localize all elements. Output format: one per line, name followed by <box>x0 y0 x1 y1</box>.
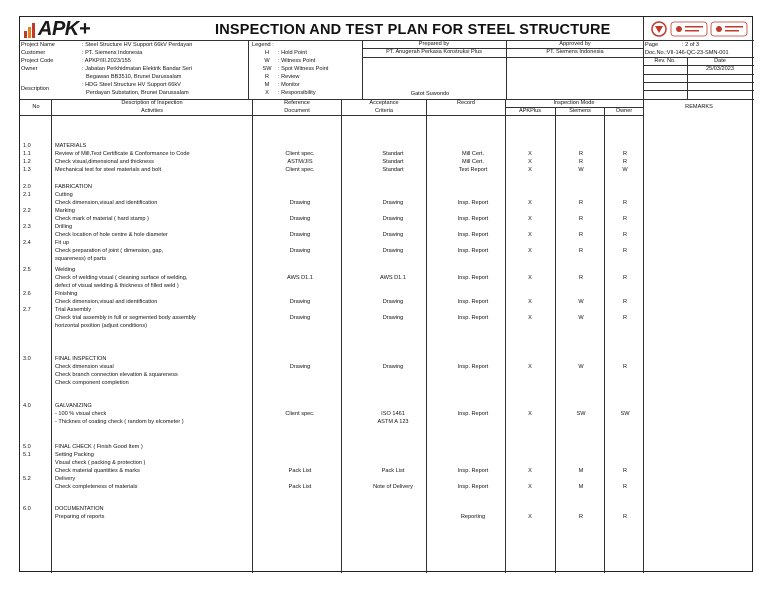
cell-rec: Insp. Report <box>457 232 489 238</box>
legend-desc: : Witness Point <box>278 58 316 64</box>
cell-acc: Standart <box>382 151 404 157</box>
cell-rec: Reporting <box>460 514 486 520</box>
table-row <box>20 143 754 150</box>
cell-m2: W <box>578 299 584 305</box>
cell-acc: Drawing <box>382 200 404 206</box>
cell-ref: Client spec. <box>285 167 315 173</box>
project-code-value: : APKP/III.2023/155 <box>82 58 131 64</box>
cell-m2: M <box>578 484 584 490</box>
table-row <box>20 248 754 255</box>
cell-act: Preparing of reports <box>55 514 105 520</box>
cell-act: Check dimension,visual and identification <box>55 200 158 206</box>
cell-act: - 100 % visual check <box>55 411 107 417</box>
cell-no: 6.0 <box>23 506 31 512</box>
cell-m1: X <box>528 275 532 281</box>
cell-no: 2.7 <box>23 307 31 313</box>
cell-act: horizontal position (adjust conditions) <box>55 323 148 329</box>
cell-m2: SW <box>576 411 586 417</box>
cell-acc: Standart <box>382 159 404 165</box>
table-row <box>20 167 754 174</box>
cell-act: Check trial assembly in full or segmented body assembly <box>55 315 196 321</box>
cell-m2: M <box>578 468 584 474</box>
cell-acc: ASTM A 123 <box>377 419 409 425</box>
cell-act: Setting Packing <box>55 452 94 458</box>
cell-rec: Insp. Report <box>457 248 489 254</box>
table-row <box>20 307 754 314</box>
table-row <box>20 208 754 215</box>
cell-ref: Pack List <box>288 484 312 490</box>
cell-act: FINAL CHECK ( Finish Good Item ) <box>55 444 143 450</box>
cell-m3: R <box>622 159 628 165</box>
cell-m1: X <box>528 315 532 321</box>
table-row <box>20 224 754 231</box>
cell-m2: W <box>578 364 584 370</box>
cell-m3: R <box>622 232 628 238</box>
table-row <box>20 372 754 379</box>
legend-code: SW <box>262 66 272 72</box>
col-header-owner: Owner <box>615 108 633 114</box>
cell-m2: R <box>578 159 584 165</box>
cell-act: Check component completion <box>55 380 129 386</box>
cell-act: GALVANIZING <box>55 403 92 409</box>
approved-by-label: Approved by <box>559 41 591 47</box>
cell-ref: Drawing <box>289 315 311 321</box>
legend-code: X <box>265 90 269 96</box>
col-header-no: No <box>32 104 40 110</box>
cell-act: Delivery <box>55 476 76 482</box>
cell-no: 2.6 <box>23 291 31 297</box>
table-row <box>20 419 754 426</box>
cell-act: FINAL INSPECTION <box>55 356 107 362</box>
legend-code: R <box>264 74 270 80</box>
table-row <box>20 291 754 298</box>
cell-act: Fit up <box>55 240 69 246</box>
table-row <box>20 240 754 247</box>
cell-no: 2.0 <box>23 184 31 190</box>
col-header-ref: Reference <box>284 100 310 106</box>
cell-m3: R <box>622 248 628 254</box>
cell-rec: Insp. Report <box>457 364 489 370</box>
table-row <box>20 159 754 166</box>
cell-m1: X <box>528 151 532 157</box>
cell-act: Review of Mill,Test Certificate & Conformance to Code <box>55 151 190 157</box>
cell-rec: Insp. Report <box>457 315 489 321</box>
cell-m3: R <box>622 151 628 157</box>
cell-m1: X <box>528 232 532 238</box>
table-row <box>20 192 754 199</box>
description-label: Description <box>21 86 49 92</box>
cell-act: FABRICATION <box>55 184 92 190</box>
page-label: Page <box>645 42 659 48</box>
cell-no: 2.5 <box>23 267 31 273</box>
cell-acc: Drawing <box>382 216 404 222</box>
apk-logo <box>24 19 92 39</box>
table-row <box>20 256 754 263</box>
col-header-inspection-mode: Inspection Mode <box>553 100 595 106</box>
legend-code: W <box>264 58 270 64</box>
certification-seal-icon <box>647 20 751 38</box>
cell-act: DOCUMENTATION <box>55 506 104 512</box>
customer-value: : PT. Siemens Indonesia <box>82 50 143 56</box>
table-row <box>20 380 754 387</box>
description-value: : HDG Steel Structure HV Support 66kV <box>82 82 181 88</box>
table-row <box>20 151 754 158</box>
cell-m3: R <box>622 468 628 474</box>
cell-act: Mechanical test for steel materials and bolt <box>55 167 162 173</box>
table-row <box>20 323 754 330</box>
cell-act: Check dimension,visual and identification <box>55 299 158 305</box>
approved-by-company: PT. Siemens Indonesia <box>546 49 604 55</box>
cell-m3: W <box>622 167 628 173</box>
cell-m1: X <box>528 364 532 370</box>
cell-m2: W <box>578 315 584 321</box>
cell-m3: SW <box>620 411 630 417</box>
table-row <box>20 411 754 418</box>
cell-m1: X <box>528 299 532 305</box>
table-row <box>20 184 754 191</box>
customer-label: Customer <box>21 50 46 56</box>
cell-act: Trial Assembly <box>55 307 92 313</box>
cell-act: squareness) of parts <box>55 256 106 262</box>
rev-no-label: Rev. No. <box>654 58 676 64</box>
cell-no: 5.1 <box>23 452 31 458</box>
cell-rec: Insp. Report <box>457 216 489 222</box>
col-header-desc-2: Activities <box>140 108 164 114</box>
cell-ref: Client spec. <box>285 151 315 157</box>
project-code-label: Project Code <box>21 58 54 64</box>
cell-acc: Standart <box>382 167 404 173</box>
cell-acc: Drawing <box>382 315 404 321</box>
cell-m1: X <box>528 484 532 490</box>
table-row <box>20 267 754 274</box>
cell-acc: Pack List <box>381 468 405 474</box>
description-value-line2: Perdayan Substation, Brunei Darussalam <box>86 90 189 96</box>
cell-ref: Pack List <box>288 468 312 474</box>
cell-m2: R <box>578 248 584 254</box>
cell-ref: Drawing <box>289 299 311 305</box>
cell-ref: Drawing <box>289 248 311 254</box>
legend-desc: : Hold Point <box>278 50 307 56</box>
cell-rec: Insp. Report <box>457 411 489 417</box>
col-header-acceptance-2: Criteria <box>374 108 394 114</box>
cell-acc: Drawing <box>382 232 404 238</box>
cell-act: Check mark of material ( hard stamp ) <box>55 216 149 222</box>
cell-act: Check branch connection elevation & squareness <box>55 372 178 378</box>
cell-act: Welding <box>55 267 76 273</box>
cell-m3: R <box>622 484 628 490</box>
table-row <box>20 468 754 475</box>
table-row <box>20 200 754 207</box>
legend-code: M <box>264 82 270 88</box>
cell-no: 2.1 <box>23 192 31 198</box>
cell-m1: X <box>528 200 532 206</box>
cell-act: MATERIALS <box>55 143 87 149</box>
cell-ref: Drawing <box>289 364 311 370</box>
cell-m1: X <box>528 167 532 173</box>
table-row <box>20 283 754 290</box>
doc-number: Doc.No.:VII-146-QC-23-SMN-001 <box>645 50 729 56</box>
table-row <box>20 460 754 467</box>
cell-rec: Insp. Report <box>457 200 489 206</box>
cell-acc: Drawing <box>382 299 404 305</box>
table-row <box>20 484 754 491</box>
legend-desc: : Responsibility <box>278 90 316 96</box>
legend-desc: : Spot Witness Point <box>278 66 329 72</box>
cell-m2: W <box>578 167 584 173</box>
table-row <box>20 232 754 239</box>
cell-m2: R <box>578 216 584 222</box>
cell-m1: X <box>528 514 532 520</box>
itp-sheet <box>19 16 753 572</box>
table-row <box>20 476 754 483</box>
cell-act: Check dimension visual <box>55 364 114 370</box>
cell-act: Check material quantities & marks <box>55 468 140 474</box>
col-header-acceptance: Acceptance <box>369 100 399 106</box>
table-row <box>20 356 754 363</box>
cell-acc: ISO 1461 <box>381 411 405 417</box>
certification-badges <box>647 20 751 38</box>
table-row <box>20 444 754 451</box>
table-row <box>20 216 754 223</box>
prepared-by-person: Gatot Suwondo <box>410 91 450 97</box>
cell-m3: R <box>622 216 628 222</box>
cell-m2: R <box>578 232 584 238</box>
cell-ref: ASTM/JIS <box>287 159 313 165</box>
legend-code: H <box>264 50 270 56</box>
cell-m3: R <box>622 315 628 321</box>
cell-act: Check completeness of materials <box>55 484 138 490</box>
col-header-siemens: Siemens <box>569 108 591 114</box>
col-header-apkplus: APKPlus <box>518 108 542 114</box>
cell-act: Marking <box>55 208 75 214</box>
owner-value-line2: Begawan BB3510, Brunei Darussalam <box>86 74 182 80</box>
cell-m3: R <box>622 200 628 206</box>
cell-acc: AWS D1.1 <box>380 275 406 281</box>
cell-acc: Drawing <box>382 248 404 254</box>
cell-no: 1.0 <box>23 143 31 149</box>
cell-act: Check location of hole centre & hole diameter <box>55 232 168 238</box>
cell-rec: Mill Cert. <box>461 151 485 157</box>
cell-m1: X <box>528 216 532 222</box>
cell-rec: Test Report <box>458 167 488 173</box>
col-header-record: Record <box>456 100 476 106</box>
cell-m1: X <box>528 159 532 165</box>
cell-act: Check preparation of joint ( dimension, gap, <box>55 248 164 254</box>
cell-act: Visual check ( packing & protection ) <box>55 460 146 466</box>
table-row <box>20 506 754 513</box>
cell-m2: R <box>578 514 584 520</box>
cell-m3: R <box>622 514 628 520</box>
table-row <box>20 275 754 282</box>
table-row <box>20 403 754 410</box>
cell-act: Cutting <box>55 192 73 198</box>
date-label: Date <box>714 58 726 64</box>
cell-act: Finishing <box>55 291 78 297</box>
cell-m3: R <box>622 299 628 305</box>
cell-ref: Drawing <box>289 200 311 206</box>
table-row <box>20 514 754 521</box>
cell-rec: Mill Cert. <box>461 159 485 165</box>
cell-rec: Insp. Report <box>457 468 489 474</box>
table-row <box>20 299 754 306</box>
col-header-ref-2: Document <box>284 108 310 114</box>
cell-ref: AWS D1.1 <box>287 275 313 281</box>
table-row <box>20 452 754 459</box>
prepared-by-label: Prepared by <box>418 41 450 47</box>
legend-title: Legend : <box>252 42 274 48</box>
cell-acc: Drawing <box>382 364 404 370</box>
cell-act: Check visual,dimensional and thickness <box>55 159 154 165</box>
cell-no: 2.3 <box>23 224 31 230</box>
cell-no: 2.4 <box>23 240 31 246</box>
cell-no: 4.0 <box>23 403 31 409</box>
owner-label: Owner <box>21 66 38 72</box>
cell-no: 5.2 <box>23 476 31 482</box>
document-title: INSPECTION AND TEST PLAN FOR STEEL STRUCTURE <box>215 22 611 38</box>
col-header-remarks: REMARKS <box>685 104 713 110</box>
bar-chart-logo-icon <box>24 22 38 38</box>
cell-act: - Thicknes of coating check ( random by elcometer ) <box>55 419 184 425</box>
prepared-by-company: PT. Anugerah Perkasa Konstruksi Plus <box>386 49 482 55</box>
table-row <box>20 315 754 322</box>
cell-m1: X <box>528 411 532 417</box>
cell-no: 1.2 <box>23 159 31 165</box>
cell-rec: Insp. Report <box>457 484 489 490</box>
cell-no: 2.2 <box>23 208 31 214</box>
date-value: 25/03/2023 <box>706 66 734 72</box>
cell-no: 1.1 <box>23 151 31 157</box>
cell-rec: Insp. Report <box>457 299 489 305</box>
col-header-desc: Description of Inspection <box>121 100 183 106</box>
cell-acc: Note of Delivery <box>373 484 413 490</box>
cell-m1: X <box>528 248 532 254</box>
cell-act: Check of welding visual ( cleaning surface of welding, <box>55 275 188 281</box>
cell-m3: R <box>622 364 628 370</box>
cell-m1: X <box>528 468 532 474</box>
cell-rec: Insp. Report <box>457 275 489 281</box>
cell-m2: R <box>578 200 584 206</box>
page-value: : 2 of 3 <box>682 42 700 48</box>
legend-desc: : Review <box>278 74 300 80</box>
legend-desc: : Monitor <box>278 82 300 88</box>
cell-ref: Drawing <box>289 232 311 238</box>
cell-m3: R <box>622 275 628 281</box>
cell-ref: Client spec. <box>285 411 315 417</box>
logo-text: APK+ <box>38 18 90 40</box>
project-value: : Steel Structure HV Support 66kV Perdayan <box>82 42 193 48</box>
cell-act: Drilling <box>55 224 73 230</box>
table-row <box>20 364 754 371</box>
cell-act: defect of visual welding & thickness of filled weld ) <box>55 283 179 289</box>
cell-no: 5.0 <box>23 444 31 450</box>
project-label: Project Name <box>21 42 55 48</box>
cell-ref: Drawing <box>289 216 311 222</box>
cell-m2: R <box>578 151 584 157</box>
owner-value: : Jabatan Perkhidmatan Elektrik Bandar Seri <box>82 66 193 72</box>
cell-no: 1.3 <box>23 167 31 173</box>
cell-m2: R <box>578 275 584 281</box>
cell-no: 3.0 <box>23 356 31 362</box>
